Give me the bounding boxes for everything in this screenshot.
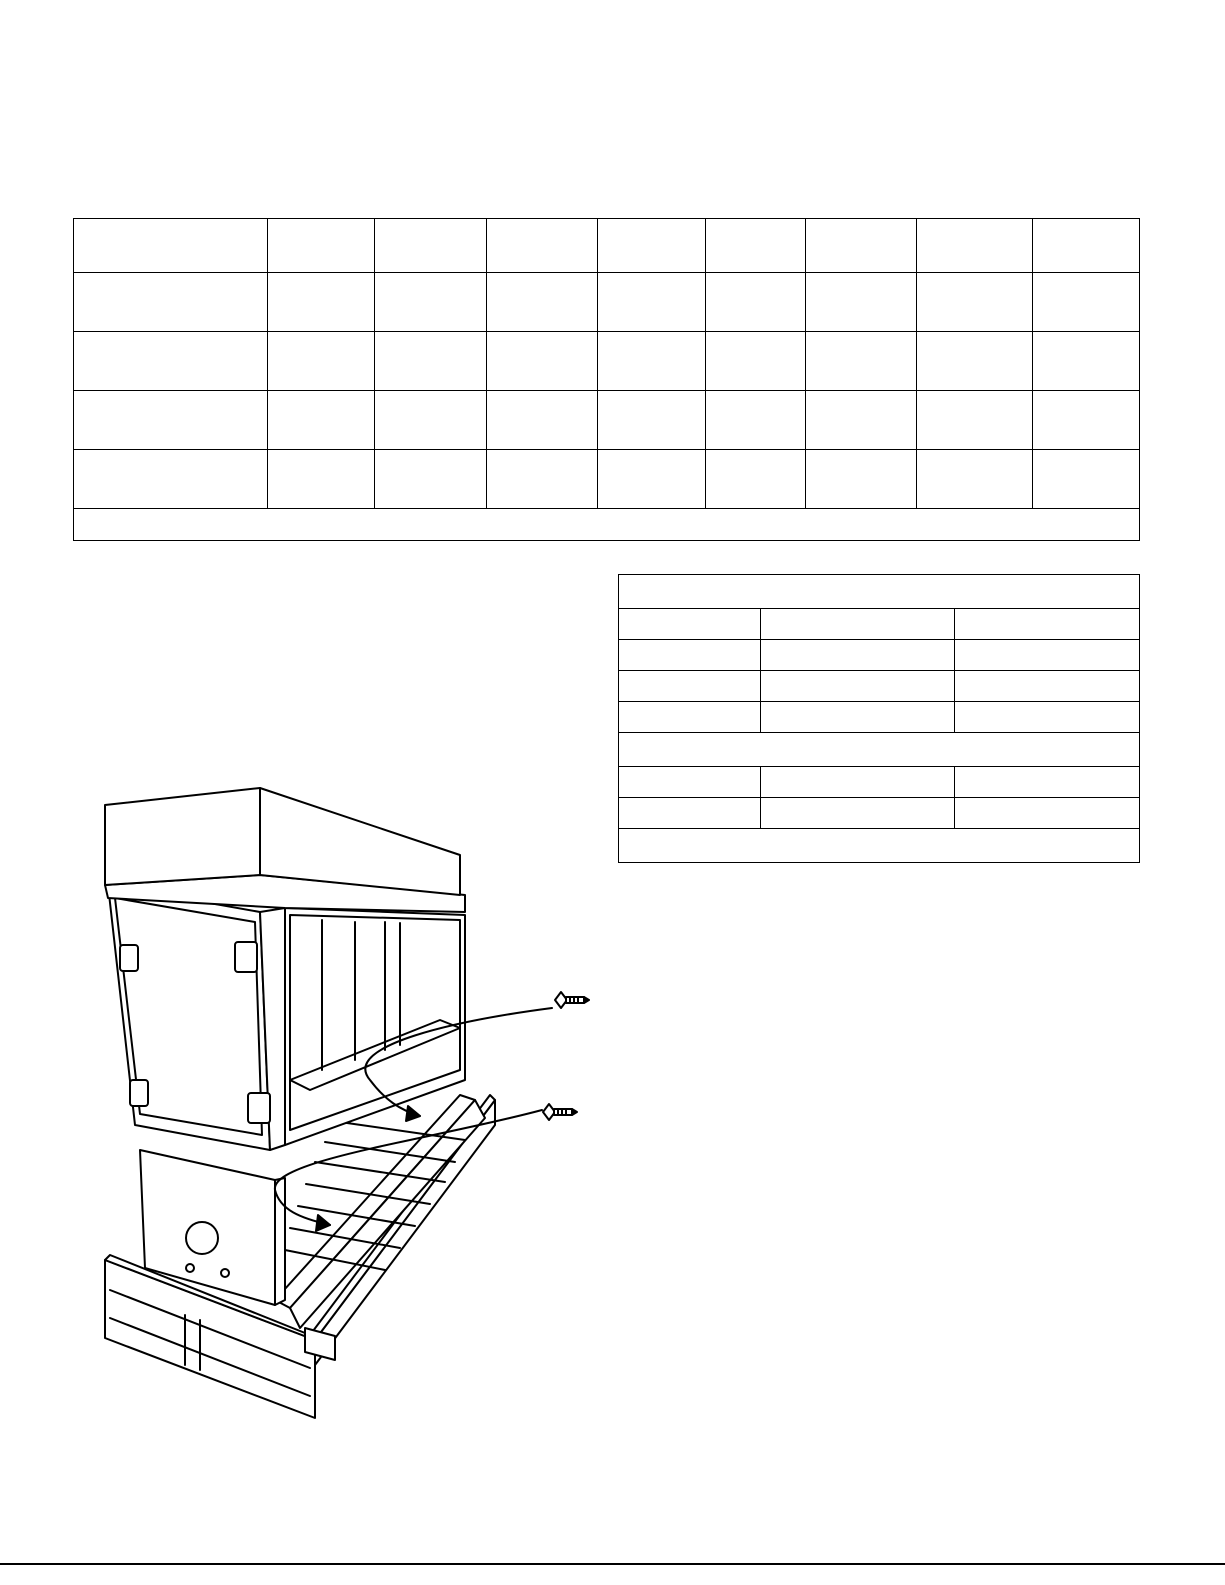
clearance-cell <box>619 609 761 640</box>
clearance-cell <box>760 609 955 640</box>
spec-cell <box>917 273 1033 332</box>
spec-cell <box>1033 273 1140 332</box>
spec-cell <box>598 332 706 391</box>
clearance-row <box>619 798 1140 829</box>
clearance-cell <box>619 702 761 733</box>
clearance-cell <box>760 640 955 671</box>
screw-icon <box>543 1104 577 1120</box>
clearance-cell <box>955 702 1140 733</box>
spec-cell <box>917 391 1033 450</box>
spec-row <box>74 391 1140 450</box>
clearance-row <box>619 671 1140 702</box>
spec-cell <box>374 332 486 391</box>
spec-cell <box>806 219 917 273</box>
spec-cell <box>267 332 374 391</box>
clearance-cell <box>619 767 761 798</box>
clearance-footnote-row <box>619 829 1140 863</box>
clearance-row <box>619 767 1140 798</box>
spec-cell <box>598 450 706 509</box>
spec-cell <box>1033 219 1140 273</box>
spec-cell <box>917 219 1033 273</box>
spec-cell <box>706 273 806 332</box>
spec-cell <box>486 450 598 509</box>
spec-cell <box>74 219 268 273</box>
spec-cell <box>598 273 706 332</box>
spec-cell <box>706 332 806 391</box>
clearance-cell <box>955 767 1140 798</box>
spec-cell <box>1033 391 1140 450</box>
spec-row <box>74 273 1140 332</box>
spec-cell <box>806 273 917 332</box>
spec-cell <box>267 450 374 509</box>
clearance-cell <box>955 798 1140 829</box>
clearance-cell <box>955 640 1140 671</box>
spec-cell <box>374 273 486 332</box>
clearance-cell <box>619 640 761 671</box>
clearance-cell <box>760 798 955 829</box>
spec-cell <box>267 391 374 450</box>
spec-cell <box>598 391 706 450</box>
spec-cell <box>374 391 486 450</box>
spec-cell <box>706 219 806 273</box>
spec-cell <box>917 450 1033 509</box>
specification-table <box>73 218 1140 541</box>
clearance-section-label <box>619 733 1140 767</box>
clearance-cell <box>955 609 1140 640</box>
screw-icon <box>555 992 589 1008</box>
clearance-cell <box>955 671 1140 702</box>
spec-cell <box>486 219 598 273</box>
clearance-table <box>618 574 1140 863</box>
spec-cell <box>1033 450 1140 509</box>
spec-cell <box>74 273 268 332</box>
unit-on-pallet-illustration <box>100 780 590 1430</box>
spec-cell <box>374 219 486 273</box>
spec-cell <box>74 450 268 509</box>
clearance-title <box>619 575 1140 609</box>
top-section <box>105 788 465 912</box>
clearance-row <box>619 702 1140 733</box>
spec-cell <box>806 391 917 450</box>
clearance-cell <box>760 671 955 702</box>
spec-cell <box>486 391 598 450</box>
spec-cell <box>917 332 1033 391</box>
spec-cell <box>267 219 374 273</box>
clearance-row <box>619 609 1140 640</box>
page-bottom-rule <box>0 1563 1225 1565</box>
clearance-section-row <box>619 733 1140 767</box>
spec-cell <box>806 332 917 391</box>
spec-row <box>74 450 1140 509</box>
spec-cell <box>267 273 374 332</box>
spec-cell <box>806 450 917 509</box>
spec-row <box>74 332 1140 391</box>
clearance-cell <box>619 798 761 829</box>
spec-footnote <box>74 509 1140 541</box>
clearance-cell <box>760 767 955 798</box>
clearance-footnote <box>619 829 1140 863</box>
clearance-title-row <box>619 575 1140 609</box>
spec-cell <box>374 450 486 509</box>
clearance-cell <box>760 702 955 733</box>
clearance-row <box>619 640 1140 671</box>
spec-cell <box>74 391 268 450</box>
spec-cell <box>706 391 806 450</box>
spec-cell <box>1033 332 1140 391</box>
clearance-cell <box>619 671 761 702</box>
spec-cell <box>74 332 268 391</box>
spec-cell <box>706 450 806 509</box>
spec-footnote-row <box>74 509 1140 541</box>
spec-cell <box>598 219 706 273</box>
spec-cell <box>486 332 598 391</box>
spec-header-row <box>74 219 1140 273</box>
spec-cell <box>486 273 598 332</box>
